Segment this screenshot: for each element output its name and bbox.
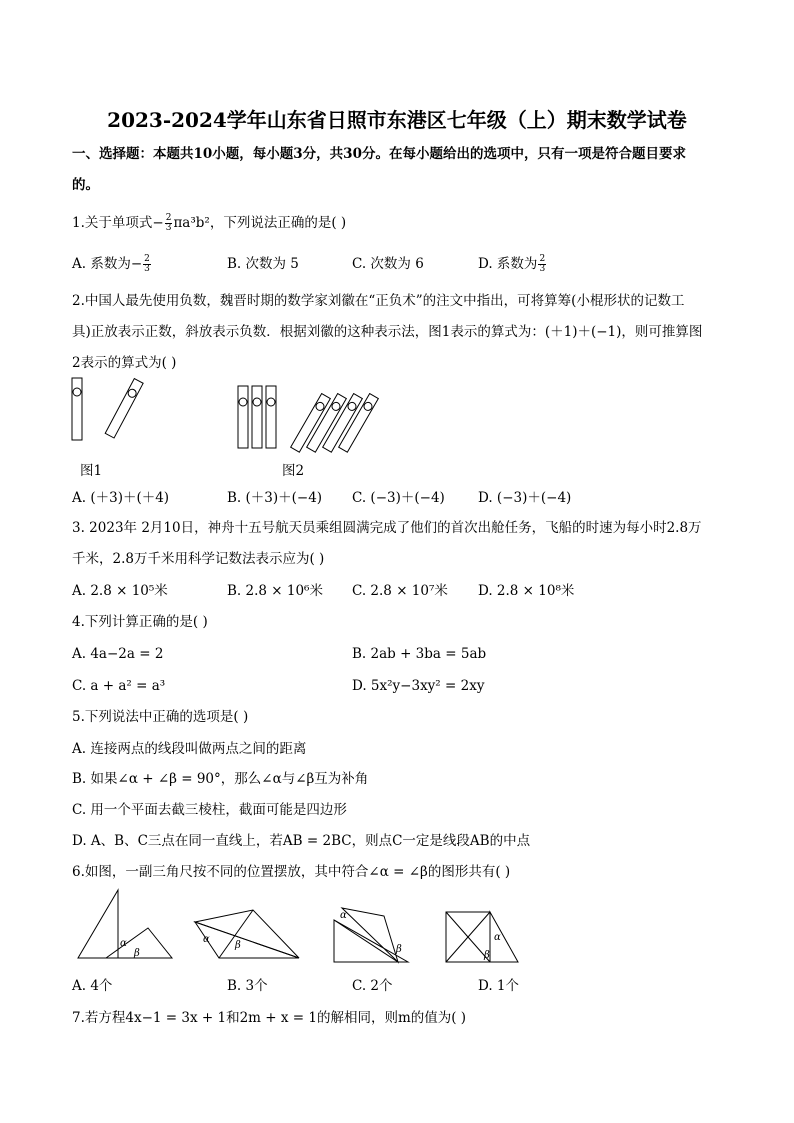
- q1-option-b: B. 次数为 5: [227, 256, 299, 272]
- page-title: 2023-2024学年山东省日照市东港区七年级（上）期末数学试卷: [107, 108, 687, 132]
- svg-text:α: α: [494, 932, 501, 943]
- upright-rods: [238, 386, 276, 448]
- q1-option-c: C. 次数为 6: [352, 256, 424, 272]
- figure-1-label: 图1: [80, 463, 103, 479]
- q2-option-a: A. (＋3)＋(＋4): [72, 490, 170, 506]
- q2-stem-line3: 2表示的算式为( ): [72, 355, 177, 371]
- section-heading-line2: 的。: [72, 177, 99, 193]
- q6-option-d: D. 1个: [478, 978, 520, 994]
- q1-option-a: A. 系数为− $\frac{2}{3}$: [72, 254, 150, 274]
- q6-option-b: B. 3个: [227, 978, 268, 994]
- rod-upright: [72, 378, 82, 440]
- rod-hole: [73, 388, 81, 396]
- svg-text:α: α: [120, 938, 127, 949]
- counting-rods-figure-2: [236, 384, 386, 452]
- q5-option-d: D. A、B、C三点在同一直线上，若AB = 2BC，则点C一定是线段AB的中点: [72, 833, 531, 849]
- triangle-figure-c: [332, 906, 412, 966]
- q5-stem: 5.下列说法中正确的选项是( ): [72, 709, 249, 725]
- section-heading-line1: 一、选择题：本题共10小题，每小题3分，共30分。在每小题给出的选项中，只有一项是符合题目要求: [72, 146, 686, 162]
- q1-option-d: D. 系数为 $\frac{2}{3}$: [478, 254, 546, 274]
- q5-option-c: C. 用一个平面去截三棱柱，截面可能是四边形: [72, 802, 347, 818]
- q1-stem-pre: 1.关于单项式−: [72, 215, 164, 231]
- q1-stem-post: πa³b²，下列说法正确的是( ): [173, 215, 347, 231]
- q3-option-c: C. 2.8 × 10⁷米: [352, 583, 448, 599]
- triangle-figure-d: [444, 910, 522, 966]
- svg-text:α: α: [203, 934, 210, 945]
- q4-option-c: C. a + a² = a³: [72, 678, 166, 694]
- q4-option-d: D. 5x²y−3xy² = 2xy: [352, 678, 485, 694]
- svg-text:β: β: [235, 940, 241, 951]
- counting-rods-figure-1: [70, 376, 160, 451]
- slanted-rods: [291, 394, 379, 453]
- q4-stem: 4.下列计算正确的是( ): [72, 614, 208, 630]
- q3-option-a: A. 2.8 × 10⁵米: [72, 583, 168, 599]
- q6-option-a: A. 4个: [72, 978, 113, 994]
- svg-text:β: β: [396, 944, 402, 955]
- figure-2-label: 图2: [282, 463, 305, 479]
- q3-option-d: D. 2.8 × 10⁸米: [478, 583, 575, 599]
- q5-option-b: B. 如果∠α + ∠β = 90°，那么∠α与∠β互为补角: [72, 771, 369, 787]
- q5-option-a: A. 连接两点的线段叫做两点之间的距离: [72, 741, 307, 757]
- rod-slanted: [105, 379, 143, 438]
- q3-stem-line1: 3. 2023年 2月10日，神舟十五号航天员乘组圆满完成了他们的首次出舱任务，飞船的时速为每小时2.8万: [72, 520, 702, 536]
- q4-option-b: B. 2ab + 3ba = 5ab: [352, 646, 487, 662]
- q6-option-c: C. 2个: [352, 978, 393, 994]
- svg-text:β: β: [134, 948, 140, 959]
- q2-option-d: D. (−3)＋(−4): [478, 490, 572, 506]
- q3-stem-line2: 千米，2.8万千米用科学记数法表示应为( ): [72, 551, 325, 567]
- q3-option-b: B. 2.8 × 10⁶米: [227, 583, 323, 599]
- question-1-stem: [72, 214, 346, 233]
- q4-option-a: A. 4a−2a = 2: [72, 646, 164, 662]
- q2-option-b: B. (＋3)＋(−4): [227, 490, 323, 506]
- q1-fraction: $\frac{2}{3}$: [165, 213, 172, 233]
- q2-stem-line1: 2.中国人最先使用负数，魏晋时期的数学家刘徽在“正负术”的注文中指出，可将算筹(小棍形状的记数工: [72, 293, 685, 309]
- triangle-figure-a: [76, 888, 176, 960]
- q7-stem: 7.若方程4x−1 = 3x + 1和2m + x = 1的解相同，则m的值为( ): [72, 1010, 467, 1026]
- q2-stem-line2: 具)正放表示正数，斜放表示负数．根据刘徽的这种表示法，图1表示的算式为：(＋1)＋(−1)，则可推算图: [72, 324, 703, 340]
- q2-option-c: C. (−3)＋(−4): [352, 490, 445, 506]
- svg-text:β: β: [484, 950, 490, 961]
- q6-stem: 6.如图，一副三角尺按不同的位置摆放，其中符合∠α = ∠β的图形共有( ): [72, 864, 511, 880]
- svg-text:α: α: [340, 910, 347, 921]
- triangle-figure-b: [193, 908, 303, 964]
